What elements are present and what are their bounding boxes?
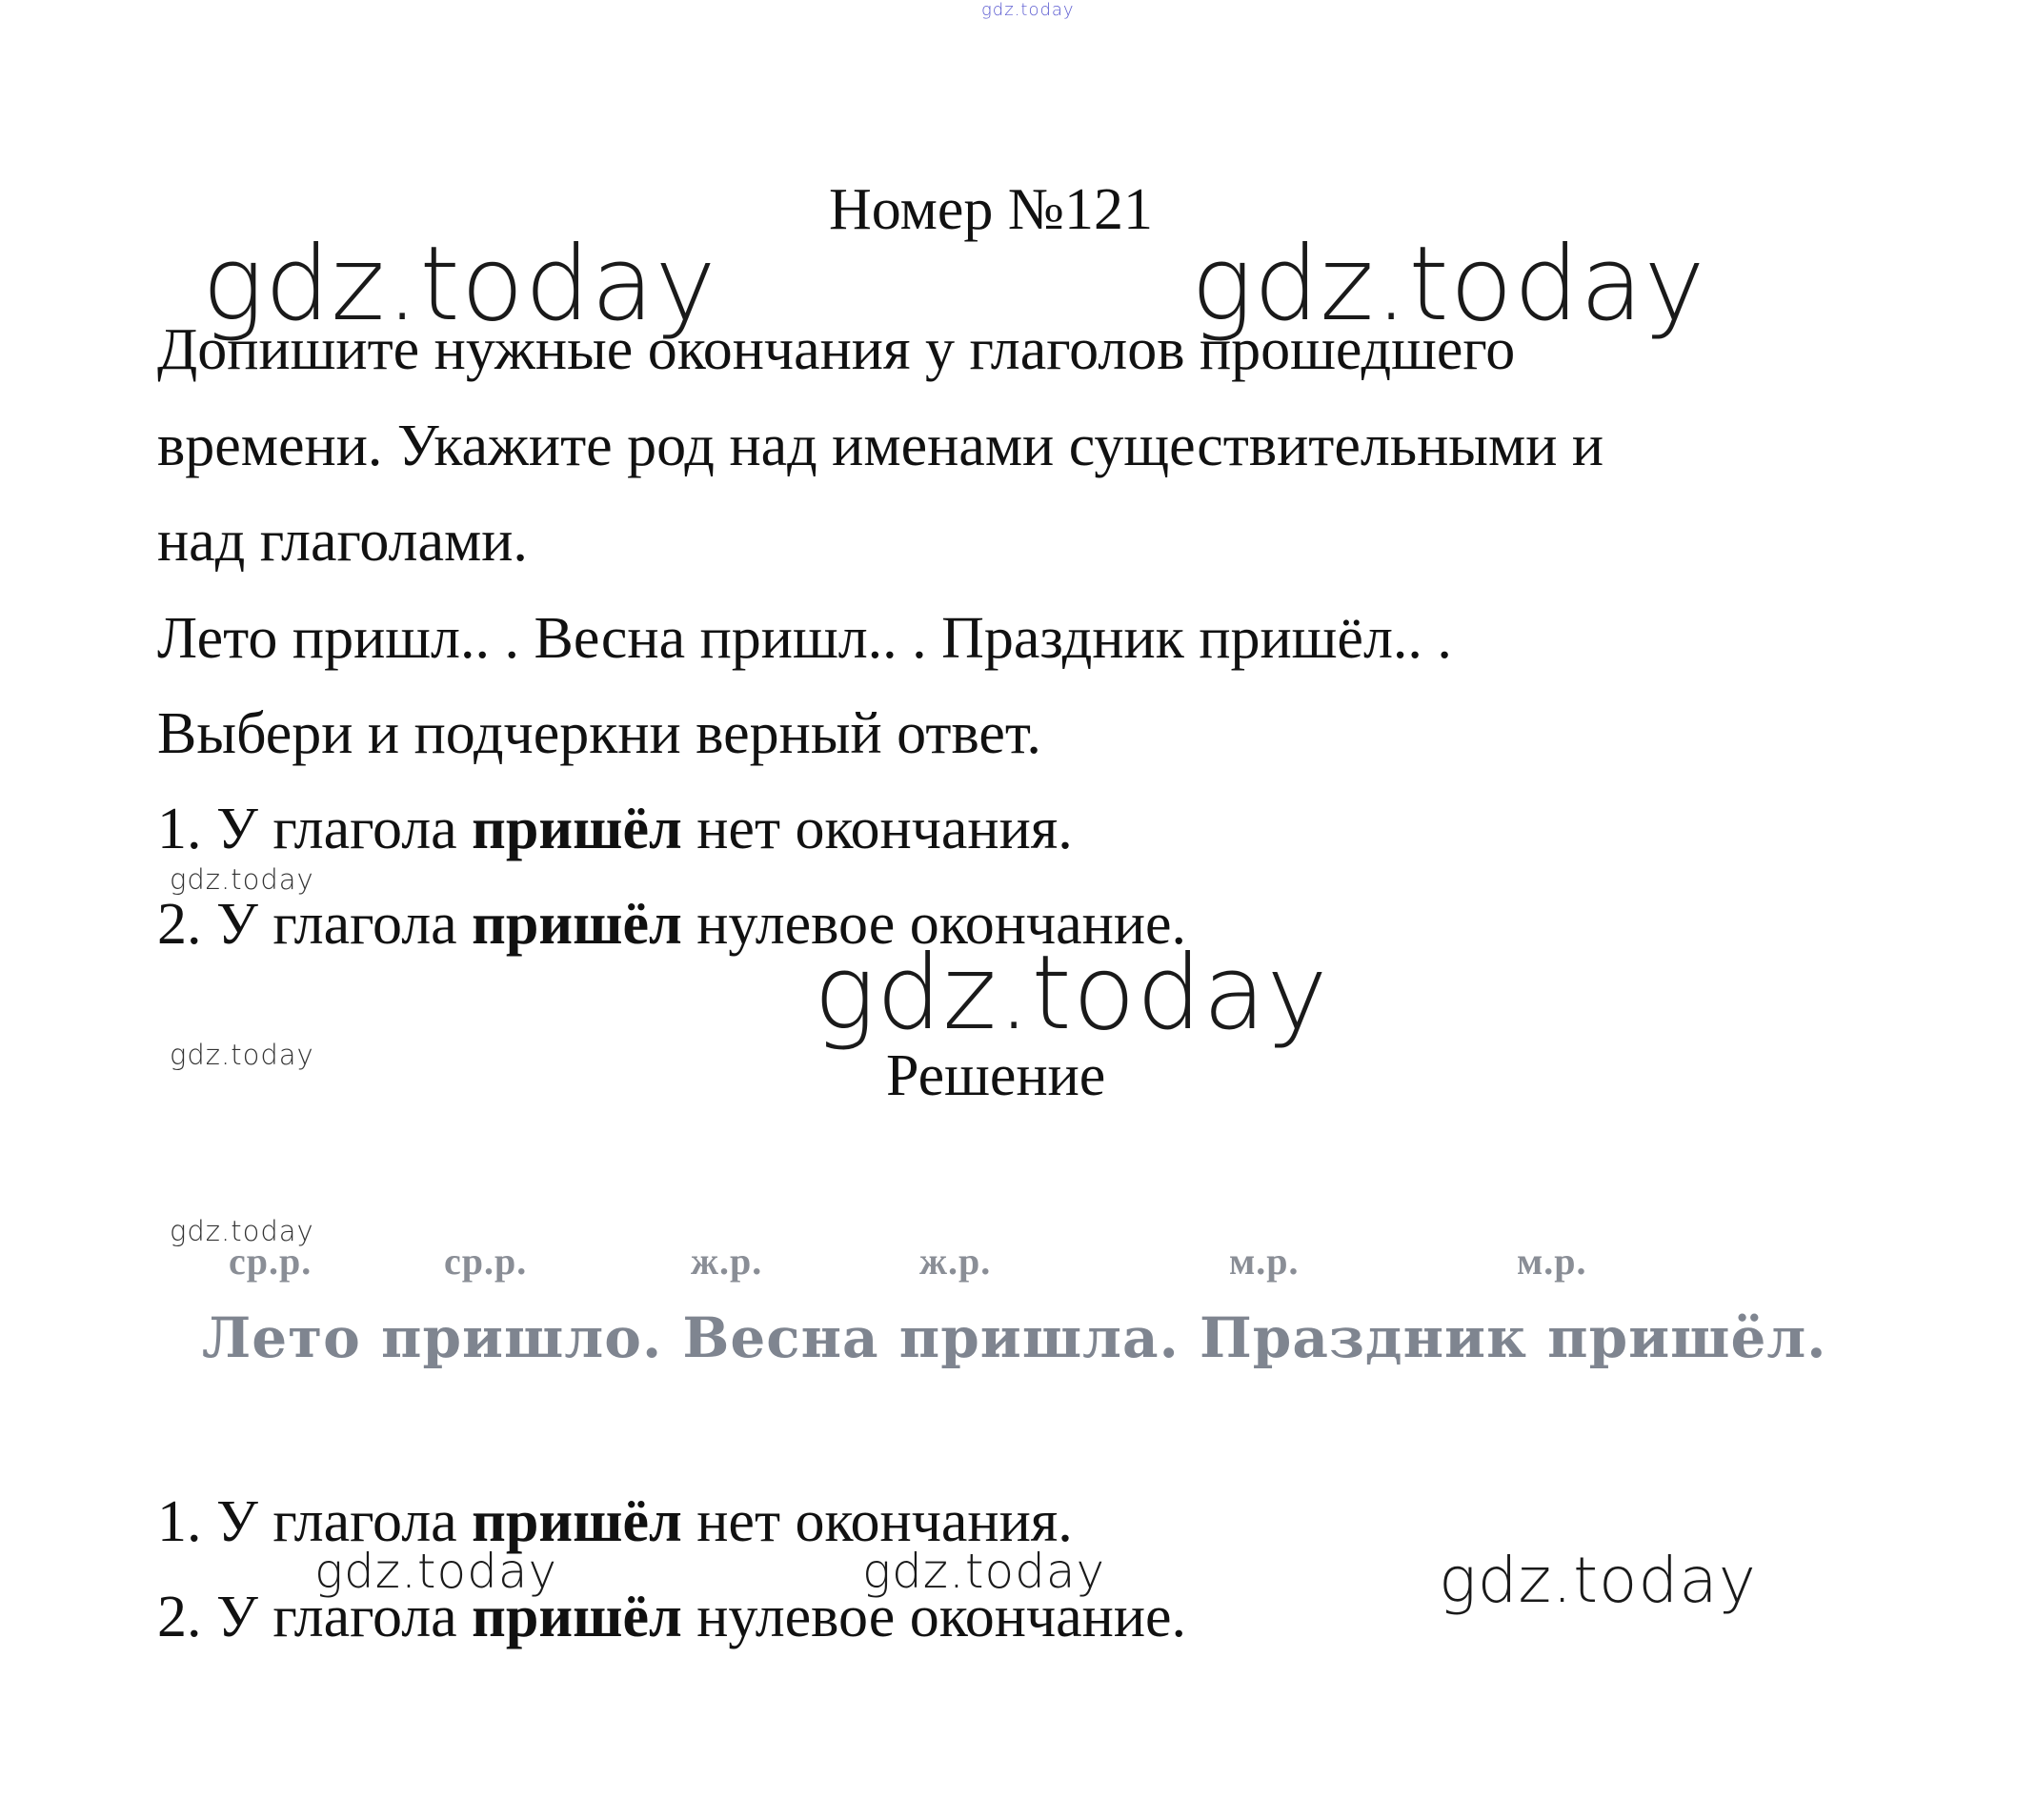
option-suffix: нет окончания. [681, 1489, 1073, 1554]
gender-mark: ср.р. [229, 1240, 313, 1283]
instruction-line-1: Допишите нужные окончания у глаголов прошедшего [157, 317, 1516, 382]
task-option-1 [157, 781, 1073, 877]
choose-instruction: Выбери и подчеркни верный ответ. [157, 701, 1041, 766]
instruction-line-2: времени. Укажите род над именами существительными и [157, 414, 1604, 478]
watermark-small-2: gdz.today [170, 1039, 314, 1071]
option-verb: пришёл [472, 797, 682, 861]
option-prefix: 1. У глагола [157, 1489, 473, 1554]
option-prefix: 2. У глагола [157, 892, 473, 957]
task-title: Номер №121 [829, 177, 1154, 242]
option-suffix: нулевое окончание. [681, 1585, 1187, 1649]
option-suffix: нулевое окончание. [681, 892, 1187, 957]
watermark-big-right: gdz.today [1191, 225, 1706, 344]
gender-mark: ж.р. [919, 1240, 992, 1283]
instruction-line-3: над глаголами. [157, 509, 528, 574]
watermark-big-center: gdz.today [814, 934, 1329, 1053]
solution-heading: Решение [886, 1043, 1106, 1108]
option-suffix: нет окончания. [681, 797, 1073, 861]
watermark-mid-3: gdz.today [1439, 1544, 1757, 1617]
watermark-small-1: gdz.today [170, 863, 314, 896]
watermark-mid-2: gdz.today [862, 1544, 1106, 1599]
watermark-big-left: gdz.today [202, 225, 717, 344]
option-prefix: 2. У глагола [157, 1585, 473, 1649]
gender-mark: ср.р. [444, 1240, 528, 1283]
gender-mark: м.р. [1229, 1240, 1300, 1283]
option-verb: пришёл [472, 1585, 682, 1649]
option-verb: пришёл [472, 892, 682, 957]
solution-option-2 [157, 1569, 1186, 1665]
option-verb: пришёл [472, 1489, 682, 1554]
watermark-small-3: gdz.today [170, 1215, 314, 1247]
exercise-line: Лето пришл.. . Весна пришл.. . Праздник пришёл.. . [157, 606, 1452, 671]
watermark-mid-1: gdz.today [314, 1544, 558, 1599]
gender-mark: ж.р. [691, 1240, 763, 1283]
solution-sentence: Лето пришло. Весна пришла. Праздник пришёл. [202, 1305, 1827, 1370]
watermark-top: gdz.today [981, 0, 1075, 20]
gender-mark: м.р. [1517, 1240, 1587, 1283]
option-prefix: 1. У глагола [157, 797, 473, 861]
